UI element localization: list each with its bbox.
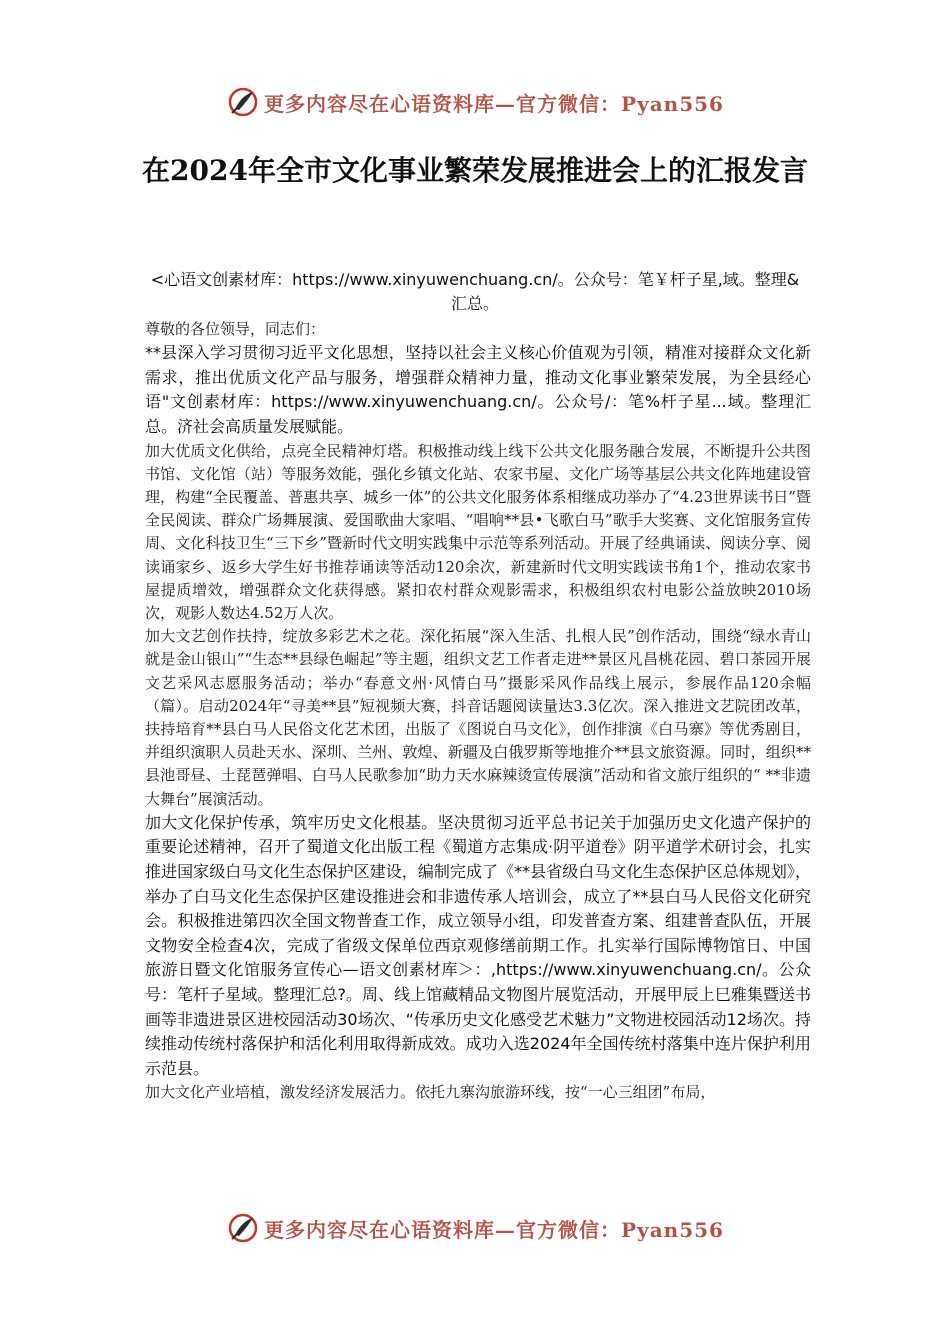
document-title: 在2024年全市文化事业繁荣发展推进会上的汇报发言 bbox=[142, 154, 808, 187]
paragraph-intro: **县深入学习贯彻习近平文化思想，坚持以社会主义核心价值观为引领，精准对接群众文化新需求，推出优质文化产品与服务，增强群众精神力量，推动文化事业繁荣发展，为全县经心语"文创素材库：https://www.xinyuwenchuang.cn/。公众号/：笔%杆子星...域。整理汇总。济社会高质量发展赋能。 bbox=[145, 343, 811, 436]
paragraph-cultural-industry: 加大文化产业培植，激发经济发展活力。依托九寨沟旅游环线，按“一心三组团”布局， bbox=[145, 1083, 716, 1102]
banner-text: 更多内容尽在心语资料库—官方微信：Pyan556 bbox=[264, 1217, 724, 1242]
xinyu-logo-icon bbox=[226, 1211, 260, 1245]
document-body bbox=[145, 318, 811, 1105]
paragraph-cultural-supply: 加大优质文化供给，点亮全民精神灯塔。积极推动线上线下公共文化服务融合发展，不断提升公共图书馆、文化馆（站）等服务效能，强化乡镇文化站、农家书屋、文化广场等基层公共文化阵地建设管理，构建“全民覆盖、普惠共享、城乡一体”的公共文化服务体系相继成功举办了“4.23世界读书日”暨全民阅读、群众广场舞展演、爱国歌曲大家唱、“唱响**县•飞歌白马”歌手大奖赛、文化馆服务宣传周、文化科技卫生“三下乡”暨新时代文明实践集中示范等系列活动。开展了经典诵读、阅读分享、阅读诵家乡、返乡大学生好书推荐诵读等活动120余次，新建新时代文明实践读书角1个，推动农家书屋提质增效，增强群众文化获得感。紧扣农村群众观影需求，积极组织农村电影公益放映2010场次，观影人数达4.52万人次。 bbox=[145, 441, 811, 622]
banner-text: 更多内容尽在心语资料库—官方微信：Pyan556 bbox=[264, 91, 724, 116]
header-banner bbox=[0, 82, 950, 122]
paragraph-art-creation: 加大文艺创作扶持，绽放多彩艺术之花。深化拓展“深入生活、扎根人民”创作活动，围绕“绿水青山就是金山银山”“生态**县绿色崛起”等主题，组织文艺工作者走进**景区凡昌桃花园、碧口茶园开展文艺采风志愿服务活动；举办“春意文州·风情白马”摄影采风作品线上展示，参展作品120余幅（篇）。启动2024年“寻美**县”短视频大赛，抖音话题阅读量达3.3亿次。深入推进文艺院团改革，扶持培育**县白马人民俗文化艺术团，出版了《图说白马文化》，创作排演《白马寨》等优秀剧目，并组织演职人员赴天水、深圳、兰州、敦煌、新疆及白俄罗斯等地推介**县文旅资源。同时，组织**县池哥昼、土琵琶弹唱、白马人民歌参加“助力天水麻辣烫宣传展演”活动和省文旅厅组织的“ **非遗大舞台”展演活动。 bbox=[145, 627, 811, 808]
xinyu-logo-icon bbox=[226, 85, 260, 119]
footer-banner bbox=[0, 1208, 950, 1248]
paragraph-salutation: 尊敬的各位领导，同志们： bbox=[145, 320, 326, 338]
source-note: <心语文创素材库：https://www.xinyuwenchuang.cn/。公众号：笔￥杆子星,域。整理&汇总。 bbox=[150, 270, 800, 313]
paragraph-heritage-protection: 加大文化保护传承，筑牢历史文化根基。坚决贯彻习近平总书记关于加强历史文化遗产保护的重要论述精神，召开了蜀道文化出版工程《蜀道方志集成·阴平道卷》阴平道学术研讨会，扎实推进国家级白马文化生态保护区建设，编制完成了《**县省级白马文化生态保护区总体规划》，举办了白马文化生态保护区建设推进会和非遗传承人培训会，成立了**县白马人民俗文化研究会。积极推进第四次全国文物普查工作，成立领导小组，印发普查方案、组建普查队伍，开展文物安全检查4次，完成了省级文保单位西京观修缮前期工作。扎实举行国际博物馆日、中国旅游日暨文化馆服务宣传心—语文创素材库＞：,https://www.xinyuwenchuang.cn/。公众号：笔杆子星域。整理汇总?。周、线上馆藏精品文物图片展览活动，开展甲辰上巳雅集暨送书画等非遗进景区进校园活动30场次、“传承历史文化感受艺术魅力”文物进校园活动12场次。持续推动传统村落保护和活化利用取得新成效。成功入选2024年全国传统村落集中连片保护利用示范县。 bbox=[145, 812, 811, 1078]
